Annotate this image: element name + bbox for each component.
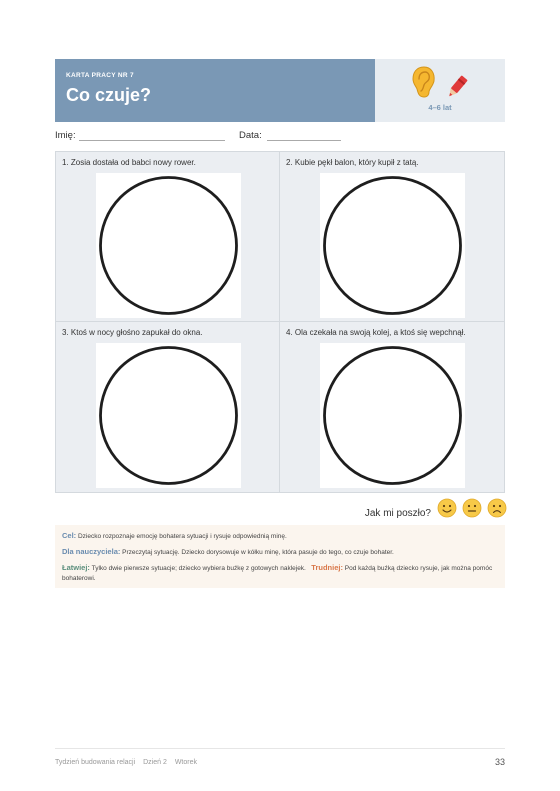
date-label: Data: [239,130,262,141]
footer-weekday: Wtorek [174,759,197,766]
name-line [79,140,225,141]
easier-text: Tylko dwie pierwsze sytuacje; dziecko wybiera buźkę z gotowych naklejek. [91,565,306,573]
task-text: 2. Kubie pękł balon, który kupił z tatą. [286,158,419,167]
teacher-text: Przeczytaj sytuację. Dziecko dorysowuje w kółku minę, która pasuje do tego, co czuje bohater. [122,549,394,557]
face-circle [320,173,465,318]
harder-text: Pod każdą buźką dziecko rysuje, jak można pomóc bohaterowi. [62,565,493,583]
neutral-face-icon[interactable] [462,498,482,518]
header-title-block [55,59,375,122]
task-text: 4. Ola czekała na swoją kolej, a ktoś się wepchnął. [286,328,466,337]
footer-week: Tydzień budowania relacji [55,759,136,766]
self-assessment [0,497,505,523]
page-title: Co czuje? [66,85,152,105]
goal-line [62,530,498,542]
task-text: 3. Ktoś w nocy głośno zapukał do okna. [62,328,203,337]
easier-key: Łatwiej: [62,563,90,573]
drawing-area [320,343,465,488]
self-assessment-label: Jak mi poszło? [364,508,431,519]
ear-icon [411,65,437,99]
task-cell-1 [56,152,280,322]
teacher-line [62,546,498,558]
date-line [267,140,341,141]
task-grid [55,151,505,493]
face-circle [320,343,465,488]
face-circle [96,343,241,488]
goal-text: Dziecko rozpoznaje emocję bohatera sytuacji i rysuje odpowiednią minę. [77,533,287,540]
age-badge: 4–6 lat [428,103,452,112]
header-illustration-block [375,59,505,122]
harder-key: Trudniej: [311,563,343,573]
teacher-info-box [55,525,505,588]
task-cell-4 [280,322,504,492]
page-number: 33 [494,757,505,767]
task-cell-2 [280,152,504,322]
footer-day: Dzień 2 [143,759,167,766]
task-cell-3 [56,322,280,492]
teacher-key: Dla nauczyciela: [62,547,121,557]
differentiation-line [62,562,498,584]
drawing-area [96,343,241,488]
name-label: Imię: [55,130,76,141]
worksheet-header [55,59,505,122]
goal-key: Cel: [62,531,77,540]
face-circle [96,173,241,318]
task-text: 1. Zosia dostała od babci nowy rower. [62,158,196,167]
footer-divider [55,748,505,749]
drawing-area [96,173,241,318]
crayon-icon [445,73,469,101]
drawing-area [320,173,465,318]
happy-face-icon[interactable] [437,498,457,518]
footer-info [55,759,203,766]
card-label: KARTA PRACY NR 7 [66,72,134,79]
sad-face-icon[interactable] [487,498,507,518]
